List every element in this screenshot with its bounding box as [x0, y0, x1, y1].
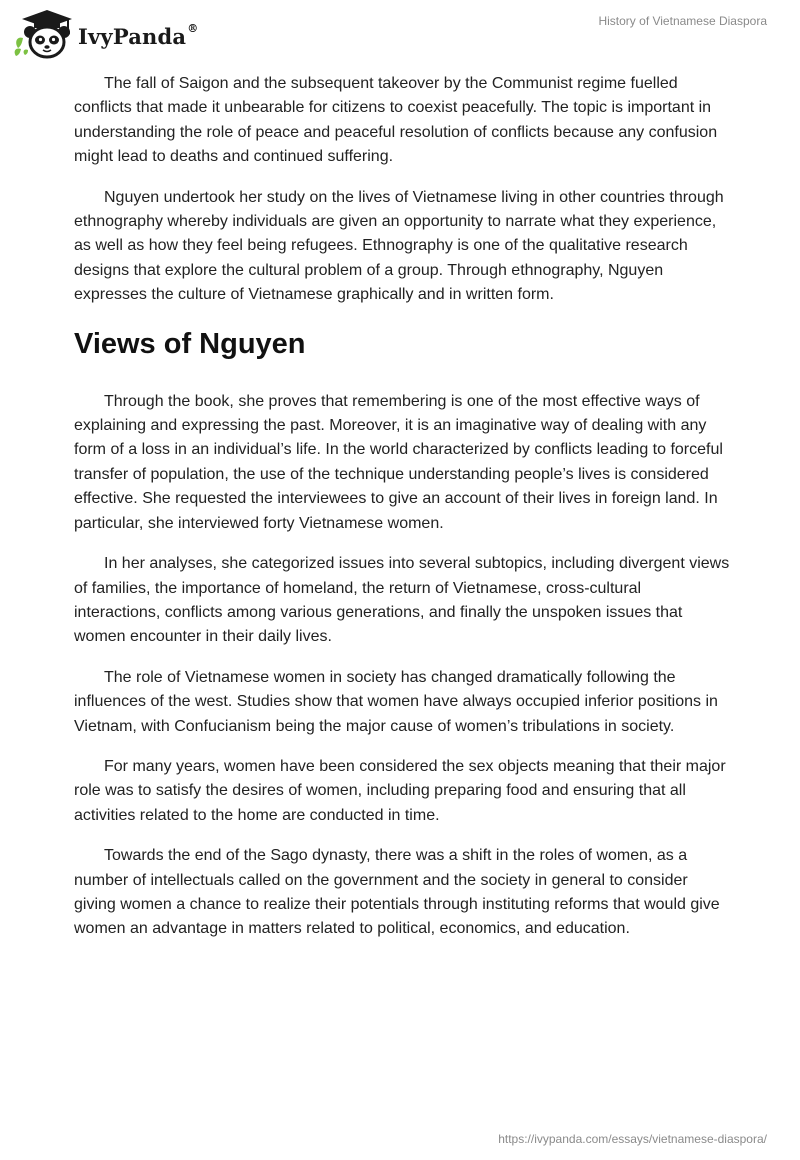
paragraph: In her analyses, she categorized issues into several subtopics, including divergent views of families, the importance of homeland, the return of Vietnamese, cross-cultural interactions, conflicts among various generations, and finally the unspoken issues that women encounter in their daily lives. [74, 555, 730, 646]
section-heading: Views of Nguyen [74, 327, 306, 360]
paragraph: The fall of Saigon and the subsequent takeover by the Communist regime fuelled conflicts that made it unbearable for citizens to coexist peacefully. The topic is important in understanding the role of peace and peaceful resolution of conflicts because any confusion might lead to deaths and continued suffering. [74, 75, 718, 166]
paragraph: Towards the end of the Sago dynasty, there was a shift in the roles of women, as a number of intellectuals called on the government and the society in general to consider giving women a chance to realize their potentials through instituting reforms that would give women an advantage in matters related to political, economics, and education. [74, 847, 720, 938]
page-header [0, 0, 800, 70]
panda-graduate-icon [14, 8, 76, 60]
paragraph: The role of Vietnamese women in society has changed dramatically following the influences of the west. Studies show that women have always occupied inferior positions in Vietnam, with Confucianism being the major cause of women’s tribulations in society. [74, 668, 718, 735]
paragraph: Through the book, she proves that remembering is one of the most effective ways of explaining and expressing the past. Moreover, it is an imaginative way of dealing with any form of a loss in an individual’s life. In the world characterized by conflicts leading to forceful transfer of population, the use of the technique understanding people’s lives is considered effective. She requested the interviewees to give an account of their lives in foreign land. In particular, she interviewed forty Vietnamese women. [74, 392, 723, 532]
essay-content [74, 72, 730, 958]
paragraph: For many years, women have been considered the sex objects meaning that their major role was to satisfy the desires of women, including preparing food and ensuring that all activities related to the home are conducted in time. [74, 757, 726, 824]
ivypanda-logo[interactable] [14, 8, 198, 60]
paragraph: Nguyen undertook her study on the lives of Vietnamese living in other countries through ethnography whereby individuals are given an opportunity to narrate what they experience, as well as how they feel being refugees. Ethnography is one of the qualitative research designs that explore the cultural problem of a group. Through ethnography, Nguyen expresses the culture of Vietnamese graphically and in written form. [74, 188, 724, 304]
logo-wordmark: IvyPanda® [78, 21, 199, 49]
document-title: History of Vietnamese Diaspora [598, 14, 767, 28]
source-url[interactable]: https://ivypanda.com/essays/vietnamese-diaspora/ [498, 1132, 767, 1146]
